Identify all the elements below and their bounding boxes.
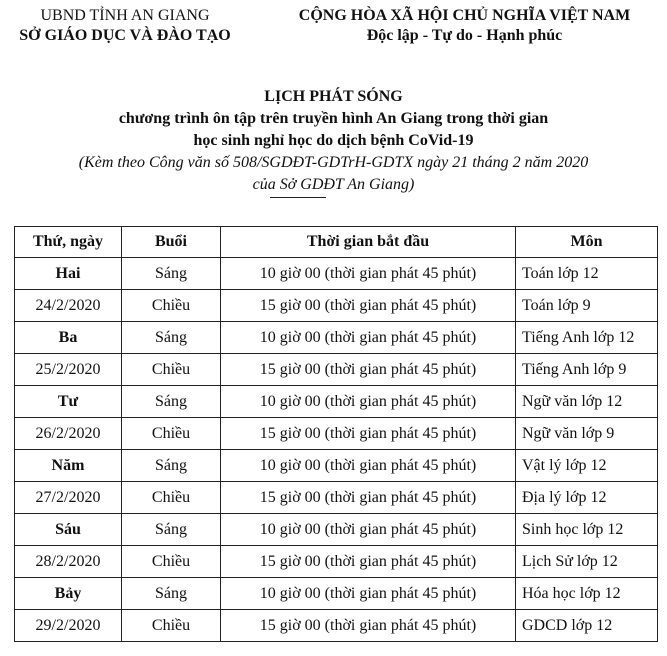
subject-cell: Lịch Sử lớp 12 — [516, 546, 658, 578]
time-cell: 10 giờ 00 (thời gian phát 45 phút) — [221, 386, 516, 418]
table-row — [15, 386, 658, 418]
time-cell: 15 giờ 00 (thời gian phát 45 phút) — [221, 482, 516, 514]
day-name: Ba — [15, 322, 122, 354]
day-name: Sáu — [15, 514, 122, 546]
day-date: 25/2/2020 — [15, 354, 122, 386]
document-title-block — [0, 86, 667, 196]
document-reference-2: của Sở GDĐT An Giang) — [252, 176, 415, 193]
table-row — [15, 290, 658, 322]
table-header-row — [15, 227, 658, 258]
subject-cell: GDCD lớp 12 — [516, 610, 658, 642]
session-cell: Chiều — [122, 546, 221, 578]
session-cell: Sáng — [122, 386, 221, 418]
table-row — [15, 514, 658, 546]
subject-cell: Sinh học lớp 12 — [516, 514, 658, 546]
day-date: 28/2/2020 — [15, 546, 122, 578]
table-row — [15, 258, 658, 290]
subject-cell: Toán lớp 12 — [516, 258, 658, 290]
day-name: Hai — [15, 258, 122, 290]
subject-cell: Ngữ văn lớp 12 — [516, 386, 658, 418]
subject-cell: Địa lý lớp 12 — [516, 482, 658, 514]
session-cell: Sáng — [122, 258, 221, 290]
document-reference-1: (Kèm theo Công văn số 508/SGDĐT-GDTrH-GDTX ngày 21 tháng 2 năm 2020 — [78, 154, 589, 171]
header-day: Thứ, ngày — [15, 227, 122, 258]
session-cell: Chiều — [122, 354, 221, 386]
time-cell: 10 giờ 00 (thời gian phát 45 phút) — [221, 258, 516, 290]
session-cell: Chiều — [122, 290, 221, 322]
time-cell: 10 giờ 00 (thời gian phát 45 phút) — [221, 322, 516, 354]
time-cell: 10 giờ 00 (thời gian phát 45 phút) — [221, 578, 516, 610]
day-date: 24/2/2020 — [15, 290, 122, 322]
table-row — [15, 546, 658, 578]
time-cell: 10 giờ 00 (thời gian phát 45 phút) — [221, 450, 516, 482]
document-subtitle-2: học sinh nghỉ học do dịch bệnh CoVid-19 — [193, 132, 474, 149]
document-subtitle-1: chương trình ôn tập trên truyền hình An Giang trong thời gian — [118, 110, 549, 127]
subject-cell: Toán lớp 9 — [516, 290, 658, 322]
table-row — [15, 482, 658, 514]
time-cell: 10 giờ 00 (thời gian phát 45 phút) — [221, 514, 516, 546]
time-cell: 15 giờ 00 (thời gian phát 45 phút) — [221, 290, 516, 322]
agency-parent: UBND TỈNH AN GIANG — [40, 7, 210, 24]
day-name: Tư — [15, 386, 122, 418]
time-cell: 15 giờ 00 (thời gian phát 45 phút) — [221, 354, 516, 386]
session-cell: Sáng — [122, 578, 221, 610]
time-cell: 15 giờ 00 (thời gian phát 45 phút) — [221, 418, 516, 450]
subject-cell: Vật lý lớp 12 — [516, 450, 658, 482]
time-cell: 15 giờ 00 (thời gian phát 45 phút) — [221, 610, 516, 642]
header-session: Buổi — [122, 227, 221, 258]
agency-name: SỞ GIÁO DỤC VÀ ĐÀO TẠO — [19, 27, 231, 44]
table-row — [15, 450, 658, 482]
session-cell: Sáng — [122, 450, 221, 482]
table-row — [15, 418, 658, 450]
divider-line — [270, 197, 326, 198]
session-cell: Sáng — [122, 514, 221, 546]
subject-cell: Hóa học lớp 12 — [516, 578, 658, 610]
subject-cell: Tiếng Anh lớp 9 — [516, 354, 658, 386]
header-start-time: Thời gian bắt đầu — [221, 227, 516, 258]
session-cell: Chiều — [122, 418, 221, 450]
session-cell: Chiều — [122, 482, 221, 514]
motto: Độc lập - Tự do - Hạnh phúc — [366, 27, 563, 44]
session-cell: Sáng — [122, 322, 221, 354]
day-date: 26/2/2020 — [15, 418, 122, 450]
session-cell: Chiều — [122, 610, 221, 642]
national-motto — [262, 6, 667, 46]
day-date: 27/2/2020 — [15, 482, 122, 514]
document-title: LỊCH PHÁT SÓNG — [264, 88, 403, 105]
header-subject: Môn — [516, 227, 658, 258]
day-name: Bảy — [15, 578, 122, 610]
table-row — [15, 354, 658, 386]
issuing-agency — [0, 6, 250, 46]
table-row — [15, 578, 658, 610]
country-name: CỘNG HÒA XÃ HỘI CHỦ NGHĨA VIỆT NAM — [298, 7, 631, 24]
time-cell: 15 giờ 00 (thời gian phát 45 phút) — [221, 546, 516, 578]
subject-cell: Ngữ văn lớp 9 — [516, 418, 658, 450]
subject-cell: Tiếng Anh lớp 12 — [516, 322, 658, 354]
day-name: Năm — [15, 450, 122, 482]
day-date: 29/2/2020 — [15, 610, 122, 642]
schedule-table — [14, 226, 658, 642]
table-row — [15, 322, 658, 354]
table-row — [15, 610, 658, 642]
